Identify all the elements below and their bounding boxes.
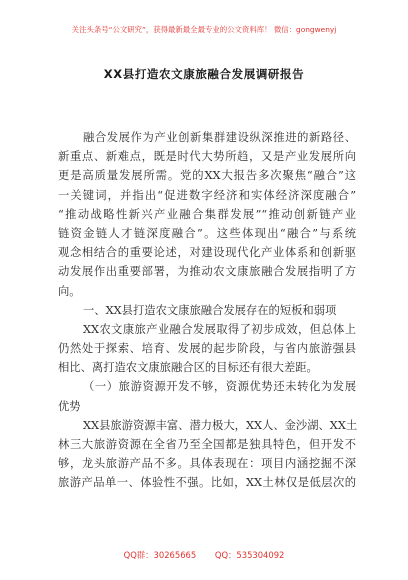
body-line: “推动战略性新兴产业融合集群发展”“推动创新链产业 (58, 207, 356, 221)
qq-contact: QQ：535304092 (214, 550, 285, 560)
document-body (58, 128, 356, 493)
body-line: 新重点、新难点，既是时代大势所趋，又是产业发展所向 (58, 150, 356, 164)
body-line: 动发展作出重要部署，为推动农文康旅融合发展指明了方 (58, 265, 356, 279)
body-line: 够，龙头旅游产品不多。具体表现在：项目内涵挖掘不深 (58, 457, 356, 471)
body-line: 观念相结合的重要论述，对建设现代化产业体系和创新驱 (58, 246, 356, 260)
body-line: 相比、离打造农文康旅融合区的目标还有很大差距。 (58, 361, 318, 375)
body-line: 链资金链人才链深度融合”。这些体现出“融合”与系统 (58, 226, 356, 240)
section-heading: 一、XX县打造农文康旅融合发展存在的短板和弱项 (83, 303, 337, 317)
body-line: XX县旅游资源丰富、潜力极大，XX人、金沙湖、XX土 (83, 418, 358, 432)
subsection-heading-cont: 优势 (58, 399, 81, 413)
body-line: 向。 (58, 284, 81, 298)
body-line: 融合发展作为产业创新集群建设纵深推进的新路径、 (83, 131, 356, 144)
body-line: XX农文康旅产业融合发展取得了初步成效，但总体上 (83, 322, 356, 336)
body-line: 一关键词，并指出“促进数字经济和实体经济深度融合” (58, 188, 356, 202)
footer-contact (0, 549, 408, 561)
body-line: 林三大旅游资源在全省乃至全国都是独具特色，但开发不 (58, 438, 356, 451)
header-banner: 关注头条号“公文研究”，获得最新最全最专业的公文资料库！ 微信：gongwenyj (71, 25, 337, 34)
body-line: 更是高质量发展所需。党的XX大报告多次聚焦“融合”这 (58, 169, 356, 183)
body-line: 仍然处于探索、培育、发展的起步阶段，与省内旅游强县 (58, 342, 356, 356)
subsection-heading: （一）旅游资源开发不够，资源优势还未转化为发展 (83, 380, 356, 394)
document-title: XX县打造农文康旅融合发展调研报告 (103, 67, 305, 81)
qq-group: QQ群：30265665 (123, 550, 197, 560)
body-line: 旅游产品单一、体验性不强。比如，XX土林仅是低层次的 (58, 476, 356, 490)
